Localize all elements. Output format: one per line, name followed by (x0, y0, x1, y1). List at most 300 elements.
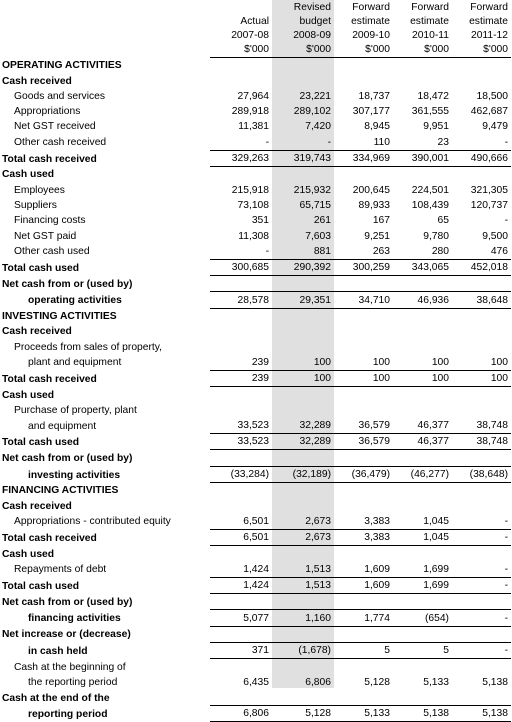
empty-cell (272, 546, 334, 562)
col-year: 2007-08 (231, 30, 269, 41)
empty-cell (334, 276, 393, 292)
cell-value: 5,077 (210, 610, 272, 626)
line-item-row (2, 198, 511, 213)
empty-cell (272, 73, 334, 88)
line-item-row (2, 355, 511, 371)
empty-cell (393, 308, 452, 324)
empty-cell (210, 594, 272, 610)
cell-value: 23 (437, 136, 449, 148)
col-unit: $'000 (272, 43, 334, 58)
row-label: the reporting period (28, 676, 118, 688)
total-row (2, 529, 511, 545)
cell-value: 1,609 (364, 563, 390, 575)
row-label: Net GST received (14, 121, 96, 133)
empty-cell (452, 659, 511, 675)
line-item-row (2, 514, 511, 530)
cell-value: - (452, 642, 511, 658)
cell-value: 5 (334, 642, 393, 658)
cell-value: 452,018 (452, 259, 511, 275)
cell-value: 6,501 (243, 515, 269, 527)
cell-value: 5,133 (334, 706, 393, 722)
empty-cell (393, 659, 452, 675)
empty-cell (452, 324, 511, 339)
empty-cell (272, 276, 334, 292)
label-row (2, 450, 511, 466)
empty-cell (334, 308, 393, 324)
empty-cell (210, 450, 272, 466)
cell-value: 108,439 (411, 199, 449, 211)
cell-value: 5,138 (482, 676, 508, 688)
row-label: Cash used (2, 548, 55, 560)
empty-cell (452, 483, 511, 499)
cell-value: (654) (393, 610, 452, 626)
empty-cell (452, 387, 511, 403)
empty-cell (334, 594, 393, 610)
empty-cell (452, 626, 511, 642)
empty-cell (272, 594, 334, 610)
empty-cell (272, 339, 334, 354)
cell-value: 23,221 (299, 90, 331, 102)
line-item-row (2, 244, 511, 260)
cell-value: 239 (251, 356, 269, 368)
cell-value: 18,737 (358, 90, 390, 102)
row-label: Cash used (2, 389, 55, 401)
table-body (2, 58, 511, 722)
total-row (2, 434, 511, 450)
header-row-2 (2, 15, 511, 29)
empty-cell (452, 308, 511, 324)
subheading-row (2, 546, 511, 562)
empty-cell (210, 498, 272, 513)
empty-cell (334, 659, 393, 675)
col-header: estimate (410, 16, 449, 27)
row-label: Repayments of debt (14, 564, 107, 576)
row-label: Total cash used (2, 262, 80, 274)
cell-value: 5,138 (393, 706, 452, 722)
cell-value: 371 (210, 642, 272, 658)
cell-value: 7,603 (305, 230, 331, 242)
empty-cell (210, 58, 272, 74)
cell-value: 27,964 (237, 90, 269, 102)
col-header: budget (299, 16, 331, 27)
empty-cell (334, 167, 393, 183)
cell-value: - (504, 215, 508, 227)
empty-cell (334, 483, 393, 499)
col-year: 2011-12 (470, 30, 508, 41)
cell-value: 73,108 (237, 199, 269, 211)
cell-value: 300,259 (334, 259, 393, 275)
cell-value: 46,377 (417, 420, 449, 432)
section-heading-row (2, 58, 511, 74)
empty-cell (272, 167, 334, 183)
cell-value: 65,715 (299, 199, 331, 211)
cell-value: 11,381 (238, 121, 269, 133)
cell-value: (1,678) (272, 642, 334, 658)
cell-value: - (265, 136, 269, 148)
cell-value: 100 (313, 356, 331, 368)
cell-value: 100 (334, 370, 393, 386)
cell-value: 46,936 (393, 292, 452, 308)
cell-value: 1,160 (272, 610, 334, 626)
col-year: 2008-09 (293, 30, 331, 41)
empty-cell (393, 403, 452, 418)
cell-value: 29,351 (272, 292, 334, 308)
cell-value: 319,743 (272, 150, 334, 166)
cell-value: 9,951 (423, 121, 449, 133)
empty-cell (452, 690, 511, 706)
line-item-row (2, 104, 511, 119)
empty-cell (334, 626, 393, 642)
line-item-row (2, 134, 511, 150)
empty-cell (452, 58, 511, 74)
empty-cell (272, 626, 334, 642)
total-row (2, 577, 511, 593)
cell-value: 2,673 (272, 529, 334, 545)
empty-cell (272, 450, 334, 466)
line-item-row (2, 119, 511, 134)
cell-value: - (452, 577, 511, 593)
empty-cell (393, 450, 452, 466)
cell-value: 38,748 (476, 420, 508, 432)
subheading-row (2, 73, 511, 88)
cell-value: 6,501 (210, 529, 272, 545)
row-label: Net increase or (decrease) (2, 629, 131, 641)
cell-value: 1,045 (393, 529, 452, 545)
cell-value: 290,392 (272, 259, 334, 275)
col-header: Forward (411, 2, 449, 13)
label-row (2, 626, 511, 642)
empty-cell (334, 387, 393, 403)
cell-value: 89,933 (358, 199, 390, 211)
cell-value: 7,420 (305, 121, 331, 133)
row-label: Total cash received (2, 373, 97, 385)
cell-value: 307,177 (352, 106, 390, 118)
net-cash-row (2, 292, 511, 308)
empty-cell (452, 167, 511, 183)
cell-value: 32,289 (272, 434, 334, 450)
empty-cell (393, 58, 452, 74)
cell-value: 239 (210, 370, 272, 386)
row-label: plant and equipment (28, 357, 122, 369)
cell-value: 329,263 (210, 150, 272, 166)
empty-cell (210, 387, 272, 403)
subheading-row (2, 324, 511, 339)
cell-value: - (504, 563, 508, 575)
empty-cell (210, 690, 272, 706)
cell-value: 36,579 (358, 420, 390, 432)
line-item-row (2, 562, 511, 578)
empty-cell (272, 403, 334, 418)
total-row (2, 370, 511, 386)
empty-cell (210, 659, 272, 675)
cell-value: 100 (452, 370, 511, 386)
cell-value: 120,737 (470, 199, 508, 211)
empty-cell (272, 308, 334, 324)
empty-cell (210, 73, 272, 88)
cell-value: 18,472 (417, 90, 449, 102)
header-row-3 (2, 29, 511, 43)
header-row-1 (2, 1, 511, 15)
cell-value: 1,699 (423, 563, 449, 575)
row-label: Appropriations - contributed equity (14, 516, 171, 528)
cell-value: 38,748 (452, 434, 511, 450)
cell-value: 5 (393, 642, 452, 658)
empty-cell (210, 167, 272, 183)
table-header (2, 1, 511, 58)
empty-cell (210, 324, 272, 339)
label-row (2, 594, 511, 610)
col-header: Revised (293, 2, 331, 13)
col-unit: $'000 (334, 43, 393, 58)
cell-value: 881 (313, 245, 331, 257)
cell-value: 1,774 (334, 610, 393, 626)
row-label: Total cash received (2, 532, 97, 544)
empty-cell (334, 690, 393, 706)
cell-value: 3,383 (364, 515, 390, 527)
col-year: 2009-10 (352, 30, 390, 41)
empty-cell (272, 690, 334, 706)
row-label: OPERATING ACTIVITIES (2, 60, 122, 72)
empty-cell (334, 339, 393, 354)
cell-value: (46,277) (393, 466, 452, 482)
cell-value: 167 (372, 215, 390, 227)
section-heading-row (2, 308, 511, 324)
empty-cell (393, 498, 452, 513)
empty-cell (452, 450, 511, 466)
cell-value: - (265, 245, 269, 257)
line-item-row (2, 213, 511, 228)
cell-value: 9,479 (482, 121, 508, 133)
cell-value: 361,555 (411, 106, 449, 118)
line-item-row (2, 182, 511, 197)
row-label: Net cash from or (used by) (2, 596, 133, 608)
cell-value: 11,308 (238, 230, 269, 242)
row-label: Other cash used (14, 246, 90, 258)
cell-value: 261 (313, 215, 331, 227)
label-row (2, 276, 511, 292)
row-label: financing activities (28, 613, 121, 625)
col-header (210, 1, 272, 15)
empty-cell (393, 690, 452, 706)
col-header: Forward (352, 2, 390, 13)
cell-value: 65 (437, 215, 449, 227)
cell-value: 100 (431, 356, 449, 368)
empty-cell (210, 546, 272, 562)
cell-value: 289,102 (293, 106, 331, 118)
empty-cell (393, 339, 452, 354)
cell-value: 6,435 (243, 676, 269, 688)
row-label: Employees (14, 184, 65, 196)
net-cash-row (2, 610, 511, 626)
empty-cell (210, 483, 272, 499)
empty-cell (334, 546, 393, 562)
cell-value: 224,501 (411, 184, 449, 196)
line-item-row (2, 659, 511, 675)
cell-value: 8,945 (364, 121, 390, 133)
cell-value: 1,513 (305, 563, 331, 575)
row-label: Suppliers (14, 199, 57, 211)
cell-value: 6,806 (210, 706, 272, 722)
col-unit: $'000 (452, 43, 511, 58)
empty-cell (452, 403, 511, 418)
col-header: Actual (240, 16, 269, 27)
cell-value: 5,133 (423, 676, 449, 688)
cell-value: 9,500 (482, 230, 508, 242)
empty-cell (393, 594, 452, 610)
empty-cell (452, 276, 511, 292)
empty-cell (334, 58, 393, 74)
empty-cell (272, 387, 334, 403)
empty-cell (393, 73, 452, 88)
cell-value: (38,648) (452, 466, 511, 482)
empty-cell (272, 498, 334, 513)
empty-cell (393, 167, 452, 183)
cell-value: - (452, 529, 511, 545)
empty-cell (393, 387, 452, 403)
cell-value: 390,001 (393, 150, 452, 166)
row-label: Net cash from or (used by) (2, 453, 133, 465)
cell-value: 9,251 (364, 230, 390, 242)
empty-cell (210, 308, 272, 324)
row-label: Total cash received (2, 153, 97, 165)
empty-cell (272, 483, 334, 499)
cell-value: 36,579 (334, 434, 393, 450)
cell-value: 334,969 (334, 150, 393, 166)
empty-cell (393, 483, 452, 499)
cell-value: 280 (431, 245, 449, 257)
cell-value: 263 (372, 245, 390, 257)
row-label: Financing costs (14, 215, 86, 227)
cell-value: 300,685 (210, 259, 272, 275)
empty-cell (393, 626, 452, 642)
empty-cell (334, 498, 393, 513)
cell-value: 33,523 (237, 420, 269, 432)
row-label: investing activities (28, 469, 121, 481)
cell-value: 100 (393, 370, 452, 386)
col-unit: $'000 (210, 43, 272, 58)
cell-value: 490,666 (452, 150, 511, 166)
row-label: INVESTING ACTIVITIES (2, 311, 117, 323)
col-year: 2010-11 (411, 30, 449, 41)
cell-value: 6,806 (305, 676, 331, 688)
empty-cell (272, 324, 334, 339)
cell-value: 351 (251, 215, 269, 227)
empty-cell (452, 498, 511, 513)
empty-cell (210, 626, 272, 642)
cell-value: 28,578 (210, 292, 272, 308)
row-label: Goods and services (14, 90, 106, 102)
row-label: operating activities (28, 295, 122, 307)
total-row (2, 259, 511, 275)
net-cash-row (2, 642, 511, 658)
cell-value: 1,513 (272, 577, 334, 593)
cell-value: 343,065 (393, 259, 452, 275)
row-label: Net cash from or (used by) (2, 278, 133, 290)
cell-value: 462,687 (470, 106, 508, 118)
cell-value: 9,780 (423, 230, 449, 242)
cell-value: 33,523 (210, 434, 272, 450)
line-item-row (2, 403, 511, 418)
header-row-units (2, 43, 511, 58)
empty-cell (210, 339, 272, 354)
row-label: FINANCING ACTIVITIES (2, 485, 119, 497)
cell-value: - (452, 610, 511, 626)
cell-value: 5,128 (364, 676, 390, 688)
cell-value: - (504, 136, 508, 148)
row-label: Other cash received (14, 137, 107, 149)
empty-cell (452, 73, 511, 88)
line-item-row (2, 339, 511, 354)
row-label: Appropriations (14, 106, 81, 118)
total-row (2, 150, 511, 166)
cell-value: 1,424 (243, 563, 269, 575)
row-label: Total cash used (2, 580, 80, 592)
row-label: in cash held (28, 645, 88, 657)
line-item-row (2, 228, 511, 243)
empty-cell (393, 546, 452, 562)
row-label: Cash at the end of the (2, 692, 110, 704)
cell-value: - (327, 136, 331, 148)
cell-value: 1,699 (393, 577, 452, 593)
row-label: Cash used (2, 169, 55, 181)
subheading-row (2, 387, 511, 403)
cell-value: 476 (490, 245, 508, 257)
row-label: Cash at the beginning of (14, 661, 126, 673)
cell-value: (36,479) (334, 466, 393, 482)
cash-flow-table (2, 1, 511, 722)
cell-value: 215,918 (231, 184, 269, 196)
row-label: Total cash used (2, 436, 80, 448)
cell-value: 215,932 (293, 184, 331, 196)
empty-cell (452, 339, 511, 354)
cell-value: 289,918 (231, 106, 269, 118)
row-label: and equipment (28, 420, 97, 432)
empty-cell (272, 58, 334, 74)
empty-cell (452, 546, 511, 562)
cell-value: (32,189) (272, 466, 334, 482)
cell-value: 100 (372, 356, 390, 368)
empty-cell (334, 73, 393, 88)
col-header: estimate (351, 16, 390, 27)
empty-cell (393, 324, 452, 339)
empty-cell (210, 403, 272, 418)
cell-value: 38,648 (452, 292, 511, 308)
cell-value: - (504, 515, 508, 527)
section-heading-row (2, 483, 511, 499)
row-label: Cash received (2, 326, 72, 338)
cell-value: 34,710 (334, 292, 393, 308)
empty-cell (393, 276, 452, 292)
empty-cell (272, 659, 334, 675)
row-label: Cash received (2, 500, 72, 512)
subheading-row (2, 167, 511, 183)
cell-value: 18,500 (476, 90, 508, 102)
line-item-row (2, 89, 511, 104)
empty-cell (334, 450, 393, 466)
row-label: Proceeds from sales of property, (14, 341, 163, 353)
empty-cell (452, 594, 511, 610)
cell-value: 100 (272, 370, 334, 386)
cell-value: 5,138 (452, 706, 511, 722)
cell-value: 321,305 (470, 184, 508, 196)
cell-value: 5,128 (272, 706, 334, 722)
empty-cell (334, 403, 393, 418)
cell-value: 110 (373, 136, 390, 148)
cell-value: (33,284) (210, 466, 272, 482)
cell-value: 1,424 (210, 577, 272, 593)
empty-cell (334, 324, 393, 339)
col-header: estimate (469, 16, 508, 27)
